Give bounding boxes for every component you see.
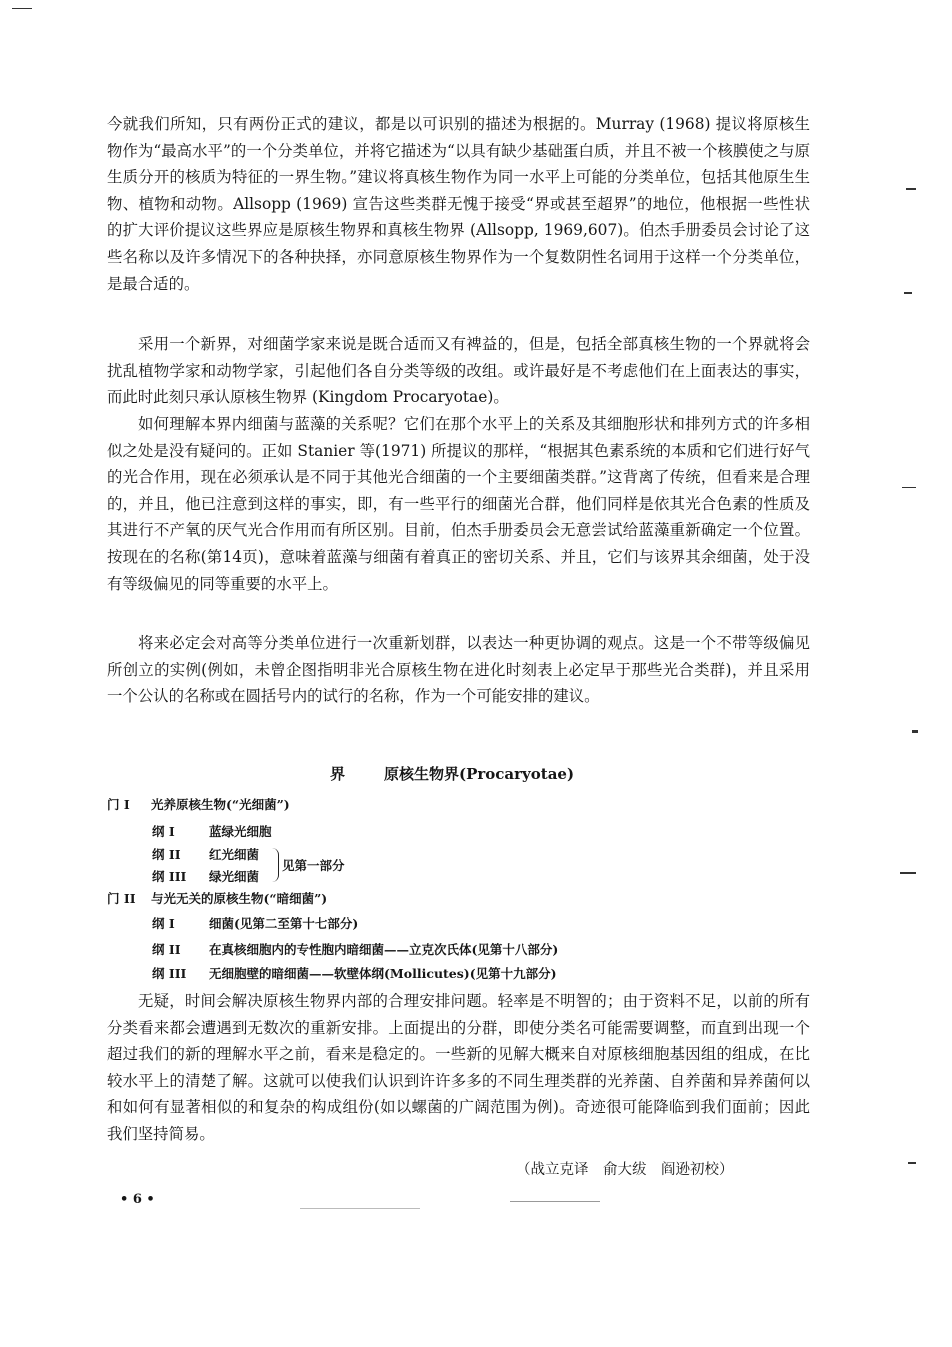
scan-mark (900, 872, 916, 874)
class-2b-number: 纲 II (152, 942, 181, 957)
class-1b (152, 846, 259, 864)
class-2a-name: 细菌(见第二至第十七部分) (209, 916, 359, 931)
phylum-1-name: 光养原核生物(“光细菌”) (151, 797, 290, 812)
paragraph-5: 无疑，时间会解决原核生物界内部的合理安排问题。轻率是不明智的；由于资料不足，以前的所有分类看来都会遭遇到无数次的重新安排。上面提出的分群，即使分类名可能需要调整，而直到出现一个超过我们的新的理解水平之前，看来是稳定的。一些新的见解大概来自对原核细胞基因组的组成，在比较水平上的清楚了解。这就可以使我们认识到许许多多的不同生理类群的光养菌、自养菌和异养菌何以和如何有显著相似的和复杂的构成组份(如以螺菌的广阔范围为例)。奇迹很可能降临到我们面前；因此我们坚持简易。 (107, 992, 810, 1143)
scan-mark (300, 1208, 420, 1209)
phylum-1 (107, 796, 290, 814)
class-1a-number: 纲 I (152, 824, 175, 839)
class-1a (152, 823, 272, 841)
scan-mark (908, 1162, 916, 1164)
scan-mark (902, 487, 916, 488)
class-1c-number: 纲 III (152, 869, 187, 884)
grouping-brace (272, 848, 279, 882)
scan-mark (510, 1201, 600, 1202)
paragraph-3: 如何理解本界内细菌与蓝藻的关系呢？它们在那个水平上的关系及其细胞形状和排列方式的许多相似之处是没有疑问的。正如 Stanier 等(1971) 所提议的那样，“根据其色素系统的本质和它们进行好气的光合作用，现在必须承认是不同于其他光合细菌的一个主要细菌类群。”这背离了传统，但看来是合理的，并且，他已注意到这样的事实，即，有一些平行的细菌光合群，他们同样是依其光合色素的性质及其进行不产氧的厌气光合作用而有所区别。目前，伯杰手册委员会无意尝试给蓝藻重新确定一个位置。按现在的名称(第14页)，意味着蓝藻与细菌有着真正的密切关系、并且，它们与该界其余细菌，处于没有等级偏见的同等重要的水平上。 (107, 415, 810, 593)
scan-mark (912, 730, 918, 733)
class-1b-number: 纲 II (152, 847, 181, 862)
class-1c (152, 868, 259, 886)
class-2b-name: 在真核细胞内的专性胞内暗细菌——立克次氏体(见第十八部分) (209, 942, 559, 957)
class-2a (152, 915, 358, 933)
phylum-2-number: 门 II (107, 891, 136, 906)
brace-note: 见第一部分 (282, 858, 345, 873)
kingdom-heading (330, 763, 574, 784)
scan-mark (904, 292, 912, 294)
class-2c (152, 965, 557, 983)
class-1b-name: 红光细菌 (209, 847, 260, 862)
scan-mark (906, 188, 916, 190)
class-1c-name: 绿光细菌 (209, 869, 260, 884)
page-number: • 6 • (120, 1192, 155, 1207)
class-2c-name: 无细胞壁的暗细菌——软壁体纲(Mollicutes)(见第十九部分) (209, 966, 557, 981)
phylum-2-name: 与光无关的原核生物(“暗细菌”) (151, 891, 328, 906)
phylum-2 (107, 890, 327, 908)
class-2b (152, 941, 558, 959)
translator-credits: （战立克译 俞大绂 阎逊初校） (516, 1162, 734, 1178)
paragraph-4: 将来必定会对高等分类单位进行一次重新划群，以表达一种更协调的观点。这是一个不带等级偏见所创立的实例(例如，未曾企图指明非光合原核生物在进化时刻表上必定早于那些光合类群)，并且采用一个公认的名称或在圆括号内的试行的名称，作为一个可能安排的建议。 (107, 634, 810, 706)
class-1a-name: 蓝绿光细胞 (209, 824, 272, 839)
class-2a-number: 纲 I (152, 916, 175, 931)
paragraph-2: 采用一个新界，对细菌学家来说是既合适而又有裨益的，但是，包括全部真核生物的一个界就将会扰乱植物学家和动物学家，引起他们各自分类等级的改组。或许最好是不考虑他们在上面表达的事实，而此时此刻只承认原核生物界 (Kingdom Procaryotae)。 (107, 335, 810, 407)
class-2c-number: 纲 III (152, 966, 187, 981)
scan-mark (12, 8, 32, 9)
kingdom-label: 界 (330, 765, 346, 783)
phylum-1-number: 门 I (107, 797, 130, 812)
paragraph-1: 今就我们所知，只有两份正式的建议，都是以可识别的描述为根据的。Murray (1968) 提议将原核生物作为“最高水平”的一个分类单位，并将它描述为“以具有缺少基础蛋白质，并且不被一个核膜使之与原生质分开的核质为特征的一界生物。”建议将真核生物作为同一水平上可能的分类单位，包括其他原生生物、植物和动物。Allsopp (1969) 宣告这些类群无愧于接受“界或甚至超界”的地位，他根据一些性状的扩大评价提议这些界应是原核生物界和真核生物界 (Allsopp, 1969,607)。伯杰手册委员会讨论了这些名称以及许多情况下的各种抉择，亦同意原核生物界作为一个复数阴性名词用于这样一个分类单位，是最合适的。 (107, 115, 810, 293)
kingdom-name: 原核生物界(Procaryotae) (384, 765, 575, 783)
